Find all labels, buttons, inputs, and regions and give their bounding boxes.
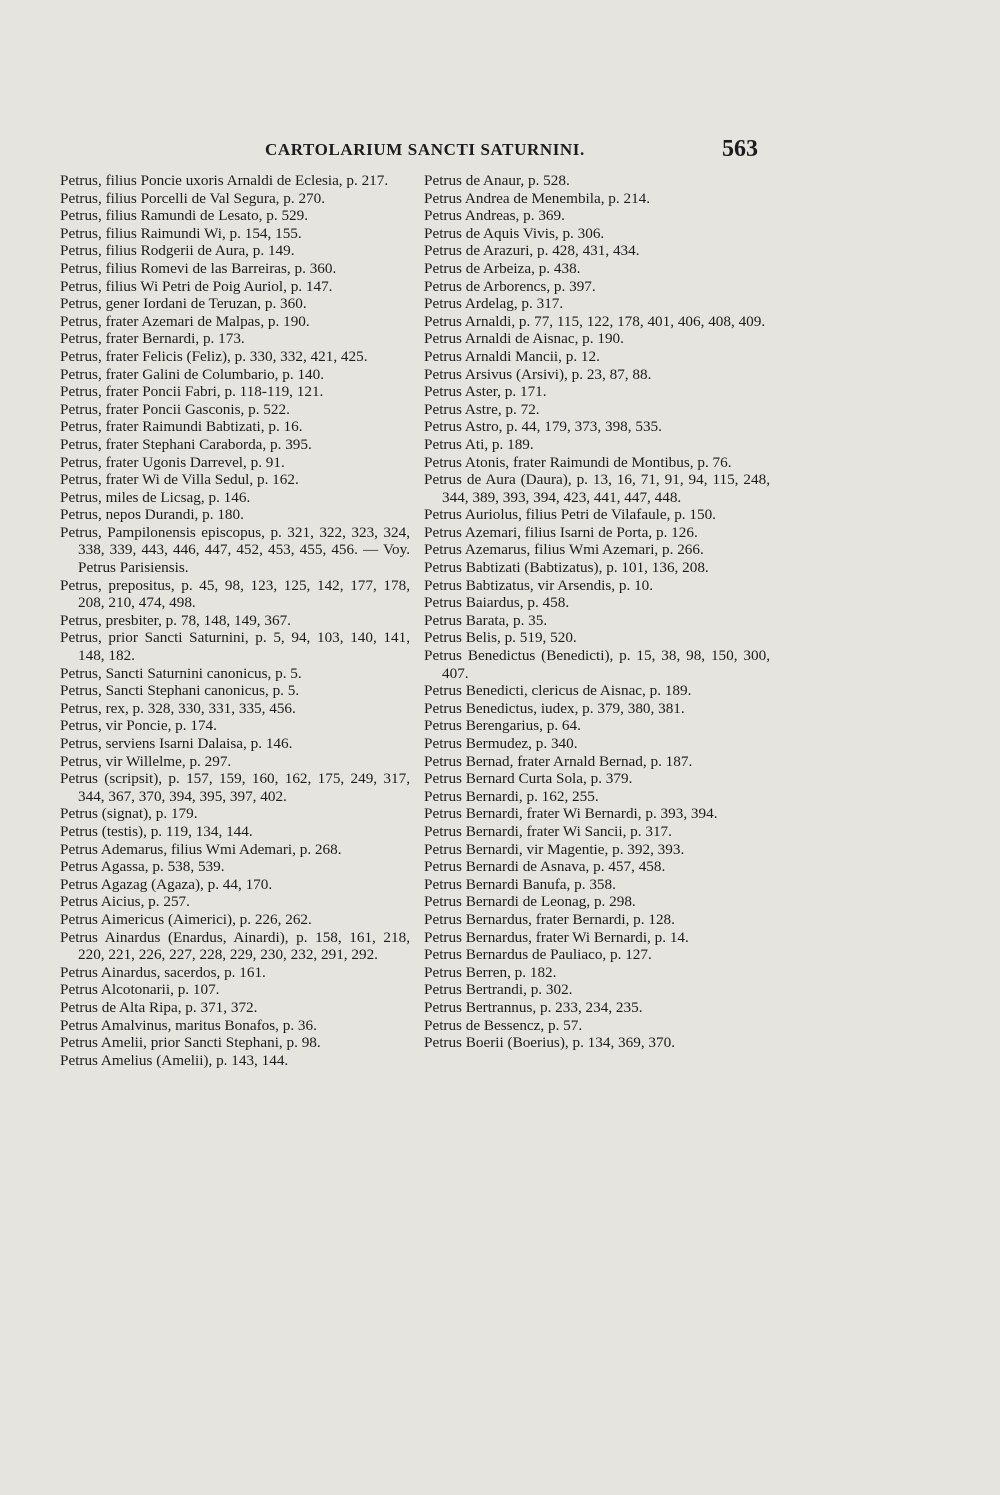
index-entry: Petrus, presbiter, p. 78, 148, 149, 367. — [60, 611, 291, 629]
index-entry: Petrus, vir Poncie, p. 174. — [60, 717, 217, 735]
index-entry: Petrus de Bessencz, p. 57. — [424, 1016, 583, 1034]
index-entry: Petrus, prepositus, p. 45, 98, 123, 125, 142, 177, 178, 208, 210, 474, 498. — [60, 576, 410, 612]
index-entry: Petrus Agassa, p. 538, 539. — [60, 858, 225, 876]
index-entry: Petrus, Sancti Stephani canonicus, p. 5. — [60, 682, 300, 700]
index-entry: Petrus, vir Willelme, p. 297. — [60, 752, 232, 770]
index-entry: Petrus, miles de Licsag, p. 146. — [60, 488, 251, 506]
index-entry: Petrus, serviens Isarni Dalaisa, p. 146. — [60, 735, 293, 752]
index-entry: Petrus Bernardus de Pauliaco, p. 127. — [424, 946, 652, 964]
index-entry: Petrus Bernard Curta Sola, p. 379. — [424, 770, 633, 788]
index-entry: Petrus de Arbeiza, p. 438. — [424, 259, 581, 277]
index-entry: Petrus, filius Ramundi de Lesato, p. 529. — [60, 207, 309, 225]
index-entry: Petrus Arnaldi de Aisnac, p. 190. — [424, 330, 624, 348]
index-entry: Petrus Bernardi, vir Magentie, p. 392, 393. — [424, 840, 685, 858]
index-entry: Petrus Benedictus (Benedicti), p. 15, 38, 98, 150, 300, 407. — [424, 647, 770, 682]
index-entry: Petrus Astre, p. 72. — [424, 400, 540, 418]
index-entry: Petrus, prior Sancti Saturnini, p. 5, 94, 103, 140, 141, 148, 182. — [60, 629, 410, 665]
index-entry: Petrus Bernardi Banufa, p. 358. — [424, 875, 616, 893]
index-entry: Petrus de Alta Ripa, p. 371, 372. — [60, 998, 258, 1016]
index-entry: Petrus Arnaldi Mancii, p. 12. — [424, 347, 600, 365]
index-entry: Petrus Amelii, prior Sancti Stephani, p. 98. — [60, 1034, 321, 1052]
index-entry: Petrus Azemarus, filius Wmi Azemari, p. 266. — [424, 541, 704, 559]
index-entry: Petrus Benedicti, clericus de Aisnac, p. 189. — [424, 682, 692, 700]
index-entry: Petrus Baiardus, p. 458. — [424, 594, 570, 612]
index-entry: Petrus (testis), p. 119, 134, 144. — [60, 822, 253, 840]
index-entry: Petrus, filius Wi Petri de Poig Auriol, p. 147. — [60, 277, 333, 295]
index-entry: Petrus Andrea de Menembila, p. 214. — [424, 189, 651, 207]
index-entry: Petrus Bertrandi, p. 302. — [424, 981, 573, 999]
index-entry: Petrus Bernardi de Asnava, p. 457, 458. — [424, 858, 666, 876]
index-column-left — [60, 172, 410, 1069]
index-entry: Petrus Amalvinus, maritus Bonafos, p. 36. — [60, 1016, 317, 1034]
index-entry: Petrus, nepos Durandi, p. 180. — [60, 506, 244, 524]
index-entry: Petrus Bernad, frater Arnald Bernad, p. 187. — [424, 752, 693, 770]
index-entry: Petrus, frater Wi de Villa Sedul, p. 162. — [60, 471, 299, 489]
index-entry: Petrus, frater Felicis (Feliz), p. 330, 332, 421, 425. — [60, 347, 368, 365]
index-entry: Petrus Bernardi, p. 162, 255. — [424, 787, 599, 805]
index-entry: Petrus Ati, p. 189. — [424, 435, 534, 453]
index-entry: Petrus, frater Bernardi, p. 173. — [60, 330, 245, 348]
index-entry: Petrus Bernardus, frater Wi Bernardi, p. 14. — [424, 928, 689, 946]
index-entry: Petrus Ademarus, filius Wmi Ademari, p. 268. — [60, 840, 342, 858]
index-entry: Petrus Astro, p. 44, 179, 373, 398, 535. — [424, 418, 662, 436]
page-number: 563 — [722, 136, 758, 162]
index-entry: Petrus Bernardi, frater Wi Bernardi, p. 393, 394. — [424, 805, 718, 823]
index-entry: Petrus, frater Stephani Caraborda, p. 395. — [60, 435, 312, 453]
index-entry: Petrus Arsivus (Arsivi), p. 23, 87, 88. — [424, 365, 652, 383]
index-entry: Petrus Bernardi de Leonag, p. 298. — [424, 893, 636, 911]
index-entry: Petrus Aicius, p. 257. — [60, 893, 190, 911]
index-entry: Petrus, filius Raimundi Wi, p. 154, 155. — [60, 224, 302, 242]
index-entry: Petrus, frater Poncii Fabri, p. 118-119, 121. — [60, 383, 324, 401]
index-entry: Petrus Berren, p. 182. — [424, 963, 557, 981]
index-entry: Petrus Babtizatus, vir Arsendis, p. 10. — [424, 576, 654, 594]
index-entry: Petrus Andreas, p. 369. — [424, 207, 565, 225]
index-entry: Petrus de Aquis Vivis, p. 306. — [424, 224, 605, 242]
index-entry: Petrus Barata, p. 35. — [424, 611, 548, 629]
index-entry: Petrus Benedictus, iudex, p. 379, 380, 381. — [424, 699, 685, 717]
index-entry: Petrus Bertrannus, p. 233, 234, 235. — [424, 998, 643, 1016]
index-entry: Petrus, filius Porcelli de Val Segura, p. 270. — [60, 189, 326, 207]
index-entry: Petrus Amelius (Amelii), p. 143, 144. — [60, 1051, 289, 1069]
running-head — [0, 136, 1000, 170]
index-entry: Petrus, Sancti Saturnini canonicus, p. 5. — [60, 664, 302, 682]
index-entry: Petrus, frater Raimundi Babtizati, p. 16. — [60, 418, 303, 436]
index-entry: Petrus Auriolus, filius Petri de Vilafaule, p. 150. — [424, 506, 716, 524]
running-title: CARTOLARIUM SANCTI SATURNINI. — [265, 140, 585, 159]
index-entry: Petrus Boerii (Boerius), p. 134, 369, 370. — [424, 1034, 675, 1052]
index-entry: Petrus, filius Romevi de las Barreiras, p. 360. — [60, 259, 337, 277]
index-entry: Petrus Bernardi, frater Wi Sancii, p. 317. — [424, 822, 672, 840]
index-entry: Petrus (scripsit), p. 157, 159, 160, 162, 175, 249, 317, 344, 367, 370, 394, 395, 397, 402. — [60, 770, 410, 805]
index-entry: Petrus de Arazuri, p. 428, 431, 434. — [424, 242, 640, 260]
index-entry: Petrus Azemari, filius Isarni de Porta, p. 126. — [424, 523, 698, 541]
index-entry: Petrus, filius Poncie uxoris Arnaldi de Eclesia, p. 217. — [60, 172, 389, 189]
index-entry: Petrus Berengarius, p. 64. — [424, 717, 581, 735]
index-entry: Petrus de Aura (Daura), p. 13, 16, 71, 91, 94, 115, 248, 344, 389, 393, 394, 423, 441, 447, 448. — [424, 471, 770, 506]
index-entry: Petrus, Pampilonensis episcopus, p. 321, 322, 323, 324, 338, 339, 443, 446, 447, 452, 453, 455, 456. — Voy. Petrus Parisiensis. — [60, 523, 410, 577]
index-entry: Petrus Arnaldi, p. 77, 115, 122, 178, 401, 406, 408, 409. — [424, 312, 766, 330]
index-entry: Petrus, rex, p. 328, 330, 331, 335, 456. — [60, 699, 296, 717]
index-entry: Petrus Babtizati (Babtizatus), p. 101, 136, 208. — [424, 559, 709, 577]
index-entry: Petrus, frater Galini de Columbario, p. 140. — [60, 365, 325, 383]
index-entry: Petrus Agazag (Agaza), p. 44, 170. — [60, 875, 273, 893]
index-entry: Petrus, frater Azemari de Malpas, p. 190. — [60, 312, 310, 330]
index-entry: Petrus Bermudez, p. 340. — [424, 735, 578, 752]
index-entry: Petrus Ainardus (Enardus, Ainardi), p. 158, 161, 218, 220, 221, 226, 227, 228, 229, 230, 232, 291, 292. — [60, 928, 410, 964]
index-entry: Petrus Ardelag, p. 317. — [424, 295, 564, 313]
index-entry: Petrus Bernardus, frater Bernardi, p. 128. — [424, 910, 675, 928]
index-entry: Petrus, frater Ugonis Darrevel, p. 91. — [60, 453, 285, 471]
index-entry: Petrus, filius Rodgerii de Aura, p. 149. — [60, 242, 295, 260]
index-entry: Petrus Atonis, frater Raimundi de Montibus, p. 76. — [424, 453, 732, 471]
index-entry: Petrus de Arborencs, p. 397. — [424, 277, 596, 295]
index-entry: Petrus Alcotonarii, p. 107. — [60, 981, 220, 999]
index-entry: Petrus Aimericus (Aimerici), p. 226, 262. — [60, 910, 312, 928]
index-entry: Petrus Ainardus, sacerdos, p. 161. — [60, 963, 266, 981]
index-entry: Petrus, gener Iordani de Teruzan, p. 360. — [60, 295, 307, 313]
index-entry: Petrus, frater Poncii Gasconis, p. 522. — [60, 400, 290, 418]
index-entry: Petrus (signat), p. 179. — [60, 805, 198, 823]
index-entry: Petrus de Anaur, p. 528. — [424, 172, 570, 189]
index-entry: Petrus Belis, p. 519, 520. — [424, 629, 577, 647]
index-entry: Petrus Aster, p. 171. — [424, 383, 547, 401]
index-column-right — [424, 172, 770, 1052]
